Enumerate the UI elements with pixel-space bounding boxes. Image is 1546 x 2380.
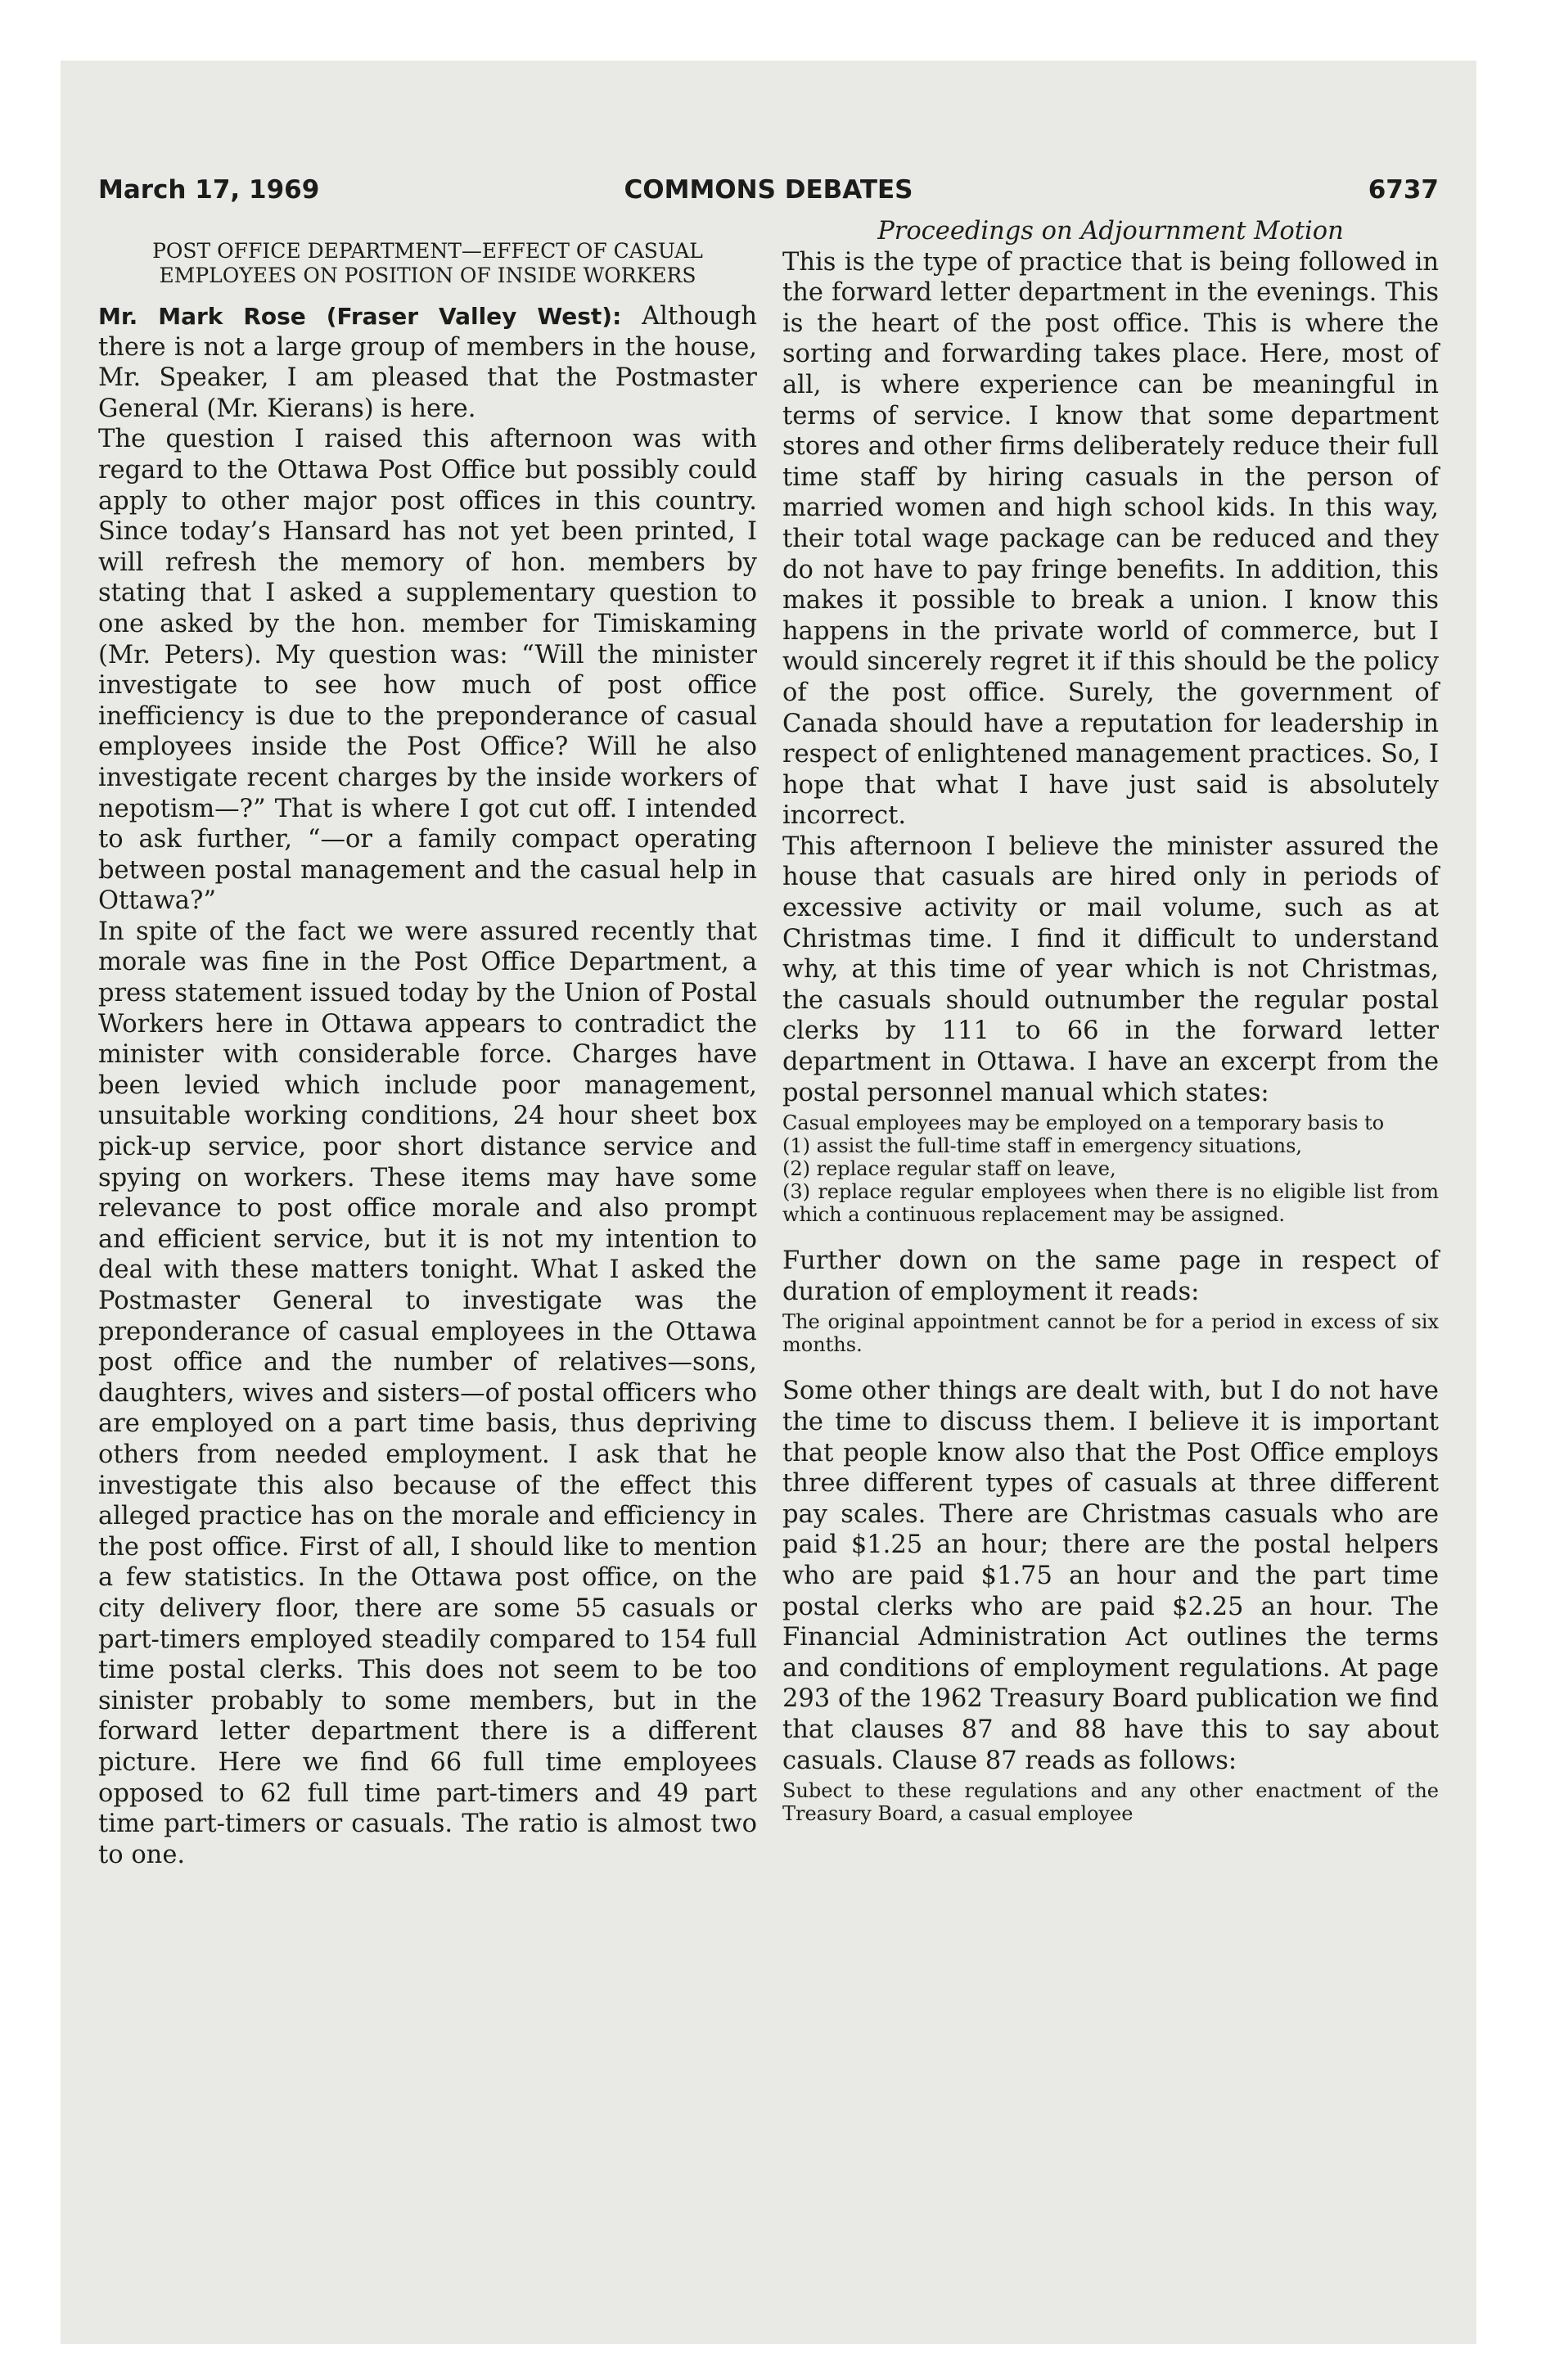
section-subhead: POST OFFICE DEPARTMENT—EFFECT OF CASUAL EMPLOYEES ON POSITION OF INSIDE WORKERS (152, 239, 703, 287)
spacer (782, 1361, 1439, 1376)
paragraph: Further down on the same page in respect of duration of employment it reads: (782, 1246, 1439, 1306)
paragraph: The question I raised this afternoon was with regard to the Ottawa Post Office but possibly could apply to other major post offices in this country. Since today’s Hansard has not yet been printed, I will refresh the memory of hon. members by stating that I asked a supplementary question to one asked by the hon. member for Timiskaming (Mr. Peters). My question was: “Will the minister investigate to see how much of post office inefficiency is due to the preponderance of casual employees inside the Post Office? Will he also investigate recent charges by the inside workers of nepotism—?” That is where I got cut off. I intended to ask further, “—or a family compact operating between postal management and the casual help in Ottawa?” (98, 425, 757, 916)
paragraph: In spite of the fact we were assured recently that morale was fine in the Post Office Department, a press statement issued today by the Union of Postal Workers here in Ottawa appears to contradict the minister with considerable force. Charges have been levied which include poor management, unsuitable working conditions, 24 hour sheet box pick-up service, poor short distance service and spying on workers. These items may have some relevance to post office morale and also prompt and efficient service, but it is not my intention to deal with these matters tonight. What I asked the Postmaster General to investigate was the preponderance of casual employees in the Ottawa post office and the number of relatives—sons, daughters, wives and sisters—of postal officers who are employed on a part time basis, thus depriving others from needed employment. I ask that he investigate this also because of the effect this alleged practice has on the morale and efficiency in the post office. First of all, I should like to mention a few statistics. In the Ottawa post office, on the city delivery floor, there are some 55 casuals or part-timers employed steadily compared to 154 full time postal clerks. This does not seem to be too sinister probably to some members, but in the forward letter department there is a different picture. Here we find 66 full time employees opposed to 62 full time part-timers and 49 part time part-timers or casuals. The ratio is almost two to one. (98, 917, 757, 1869)
quoted-passage: Subect to these regulations and any other enactment of the Treasury Board, a casual employee (782, 1779, 1439, 1826)
header-date: March 17, 1969 (98, 175, 320, 205)
paragraph: This is the type of practice that is being followed in the forward letter department in the evenings. This is the heart of the post office. This is where the sorting and forwarding takes place. Here, most of all, is where experience can be meaningful in terms of service. I know that some department stores and other firms deliberately reduce their full time staff by hiring casuals in the person of married women and high school kids. In this way, their total wage package can be reduced and they do not have to pay fringe benefits. In addition, this makes it possible to break a union. I know this happens in the private world of commerce, but I would sincerely regret it if this should be the policy of the post office. Surely, the government of Canada should have a reputation for leadership in respect of enlightened management practices. So, I hope that what I have just said is absolutely incorrect. (782, 247, 1439, 831)
quote-line: (2) replace regular staff on leave, (782, 1157, 1116, 1181)
header-title: COMMONS DEBATES (624, 175, 913, 205)
right-column (782, 216, 1439, 1830)
paragraph: This afternoon I believe the minister assured the house that casuals are hired only in periods of excessive activity or mail volume, such as at Christmas time. I find it difficult to understand why, at this time of year which is not Christmas, the casuals should outnumber the regular postal clerks by 111 to 66 in the forward letter department in Ottawa. I have an excerpt from the postal personnel manual which states: (782, 832, 1439, 1107)
spacer (782, 1231, 1439, 1246)
paragraph: Some other things are dealt with, but I do not have the time to discuss them. I believe it is important that people know also that the Post Office employs three different types of casuals at three different pay scales. There are Christmas casuals who are paid $1.25 an hour; there are the postal helpers who are paid $1.75 an hour and the part time postal clerks who are paid $2.25 an hour. The Financial Administration Act outlines the terms and conditions of employment regulations. At page 293 of the 1962 Treasury Board publication we find that clauses 87 and 88 have this to say about casuals. Clause 87 reads as follows: (782, 1377, 1439, 1775)
quote-line: (1) assist the full-time staff in emergency situations, (782, 1134, 1303, 1158)
speaker-name: Mr. Mark Rose (Fraser Valley West): (98, 303, 622, 330)
quoted-passage: The original appointment cannot be for a period in excess of six months. (782, 1310, 1439, 1357)
quote-line: (3) replace regular employees when there is no eligible list from which a continuous replacement may be assigned. (782, 1180, 1439, 1227)
paragraph-text: Although there is not a large group of members in the house, Mr. Speaker, I am pleased that the Postmaster General (Mr. Kierans) is here. (98, 302, 757, 423)
page-sheet (61, 61, 1476, 2344)
paragraph-speaker-intro (98, 301, 757, 424)
quote-line: Casual employees may be employed on a temporary basis to (782, 1111, 1385, 1135)
header-page-number: 6737 (1368, 175, 1439, 205)
quoted-passage (782, 1111, 1439, 1226)
running-head: Proceedings on Adjournment Motion (877, 217, 1344, 246)
left-column (98, 216, 757, 1870)
